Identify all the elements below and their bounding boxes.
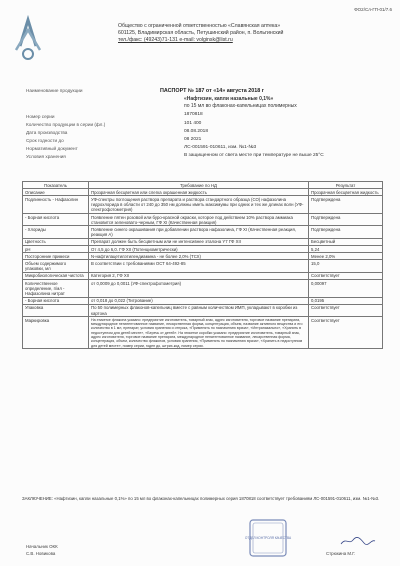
table-row <box>23 304 383 316</box>
result-cell: Соответствует <box>309 304 383 316</box>
table-row <box>23 238 383 245</box>
expiry-value: 08 2021 <box>184 137 202 142</box>
indicator-cell: - Хлориды <box>23 226 89 238</box>
result-cell: 5,24 <box>309 246 383 253</box>
name-label: Наименование продукции <box>26 88 83 93</box>
table-row <box>23 246 383 253</box>
storage-value: В защищенном от света месте при температуре не выше 25°С <box>184 153 324 158</box>
norm-value: ЛС-001591-010611, изм. №1-№3 <box>184 145 257 150</box>
quality-table <box>22 181 383 349</box>
indicator-cell: Объем содержимого упаковки, мл <box>23 260 89 272</box>
signer-right-name: Стрюкина М.Г. <box>326 551 356 556</box>
indicator-cell: Маркировка <box>23 317 89 349</box>
qc-stamp-icon <box>244 518 292 558</box>
requirement-cell: Препарат должен быть бесцветным или не интенсивнее эталона Y7 ГФ XII <box>89 238 309 245</box>
signer-name: С.В. Новикова <box>26 551 56 556</box>
indicator-cell: Цветность <box>23 238 89 245</box>
result-cell: Соответствует <box>309 317 383 349</box>
indicator-cell: Описание <box>23 189 89 196</box>
passport-title: ПАСПОРТ № 187 от «14» августа 2018 г <box>160 88 264 94</box>
result-cell: 0,00097 <box>309 280 383 298</box>
table-row <box>23 196 383 214</box>
indicator-cell: Упаковка <box>23 304 89 316</box>
requirement-cell: На этикетке флакона указано: предприятие изготовитель, товарный знак, адрес изготовителя, торговое название препарата, международное непатентованное название, лекарственная форма, концентрация, объем, название активного вещества и его количество в 1 мл, препарат, условия хранения и отпуска, «Применять по назначению врача», «Интраназально», «Хранить в недоступном для детей месте», «Беречь от детей». На этикетке коробки указано: предприятие изготовитель, товарный знак, адрес изготовителя, торговое название препарата, международное непатентованное название, лекарственная форма, концентрация, объем, количество флаконов, условия хранения, «Применять по назначению врача», «Хранить в недоступном для детей месте», номер серии, годен до, штрих-код, номер серии. <box>89 317 309 349</box>
company-contacts: тел./факс: (49243)71-131 e-mail: volginsk@list.ru <box>118 37 233 43</box>
storage-label: Условия хранения <box>26 154 66 159</box>
table-row <box>23 189 383 196</box>
result-cell: 15,0 <box>309 260 383 272</box>
table-header-row <box>23 182 383 189</box>
table-row <box>23 226 383 238</box>
series-label: Номер серии <box>26 114 55 119</box>
header-result: Результат <box>309 182 383 189</box>
result-cell: Подтверждена <box>309 196 383 214</box>
handwritten-signature-icon <box>340 536 376 546</box>
form-code: ФО2/Сл-ГП-01/7.6 <box>354 7 392 12</box>
conclusion-text: ЗАКЛЮЧЕНИЕ: «Нафтизин, капли назальные 0,1%» по 15 мл во флаконах-капельницах полимерных серия 1870818 соответствует требованиям ЛС-001591-010611, изм. №1-№3. <box>22 496 380 501</box>
expiry-label: Срок годности до <box>26 138 64 143</box>
result-cell: Бесцветный <box>309 238 383 245</box>
requirement-cell: Прозрачная бесцветная или слегка окрашенная жидкость <box>89 189 309 196</box>
requirement-cell: N-нафтилацетилэтилендиамина - не более 2,0% (ТСХ) <box>89 253 309 260</box>
product-name: «Нафтизин, капли назальные 0,1%» <box>184 96 274 102</box>
indicator-cell: - Борная кислота <box>23 214 89 226</box>
indicator-cell: Количественное определение, г/мл - Нафазолина нитрат <box>23 280 89 298</box>
company-address: 601125, Владимирская область, Петушинский район, п. Вольгинский <box>118 30 284 36</box>
table-row <box>23 260 383 272</box>
requirement-cell: Появление пятен розовой или буро-красной окраски, которое под действием 10% раствора аммиака становится зеленовато-черным, ГФ XI (Качественная реакция) <box>89 214 309 226</box>
requirement-cell: УФ-спектры поглощения раствора препарата и раствора стандартного образца (СО) нафазолина гидрохлорида в области от 240 до 350 нм должны иметь максимумы при одних и тех же длинах волн (УФ-спектрофотометрия) <box>89 196 309 214</box>
table-row <box>23 297 383 304</box>
result-cell: Подтверждена <box>309 214 383 226</box>
table-row <box>23 280 383 298</box>
norm-label: Нормативный документ <box>26 146 78 151</box>
header-requirement: Требование по НД <box>89 182 309 189</box>
result-cell: Подтверждена <box>309 226 383 238</box>
signer-title: Начальник ОКК <box>26 544 58 549</box>
company-name: Общество с ограниченной ответственностью «Славянская аптека» <box>118 23 281 29</box>
qty-value: 101 400 <box>184 121 202 126</box>
requirement-cell: Появление синего окрашивания при добавлении раствора нафазолина, ГФ XI (Качественная реакция, реакция А) <box>89 226 309 238</box>
product-pack: по 15 мл во флаконах-капельницах полимерных <box>184 103 297 109</box>
result-cell: Менее 2,0% <box>309 253 383 260</box>
result-cell: Соответствует <box>309 272 383 279</box>
stamp-text: ОТДЕЛ КОНТРОЛЯ КАЧЕСТВА <box>244 536 292 540</box>
requirement-cell: от 0,0009 до 0,0011 (УФ-спектрофотометрия) <box>89 280 309 298</box>
indicator-cell: Посторонние примеси <box>23 253 89 260</box>
table-row <box>23 253 383 260</box>
result-cell: Прозрачная бесцветная жидкость <box>309 189 383 196</box>
requirement-cell: от 0,018 до 0,022 (Титрование) <box>89 297 309 304</box>
requirement-cell: По 50 полимерных флаконов-капельниц вместе с равным количеством ИМП, укладывают в коробки из картона <box>89 304 309 316</box>
requirement-cell: В соответствии с требованиями ОСТ 64-492-85 <box>89 260 309 272</box>
indicator-cell: Микробиологическая чистота <box>23 272 89 279</box>
company-header <box>118 23 386 44</box>
qty-label: Количество продукции в серии (фл.) <box>26 122 106 127</box>
table-row <box>23 317 383 349</box>
result-cell: 0,0195 <box>309 297 383 304</box>
table-row <box>23 272 383 279</box>
indicator-cell: рН <box>23 246 89 253</box>
series-value: 1870818 <box>184 112 203 117</box>
date-label: Дата производства <box>26 130 68 135</box>
requirement-cell: От 4,5 до 6,0. ГФ XII (Потенциометрически) <box>89 246 309 253</box>
indicator-cell: - Борная кислота <box>23 297 89 304</box>
indicator-cell: Подлинность - Нафазолин <box>23 196 89 214</box>
requirement-cell: Категория 2, ГФ XII <box>89 272 309 279</box>
company-logo-icon <box>14 16 42 64</box>
header-indicator: Показатель <box>23 182 89 189</box>
date-value: 08.08.2018 <box>184 129 209 134</box>
table-row <box>23 214 383 226</box>
